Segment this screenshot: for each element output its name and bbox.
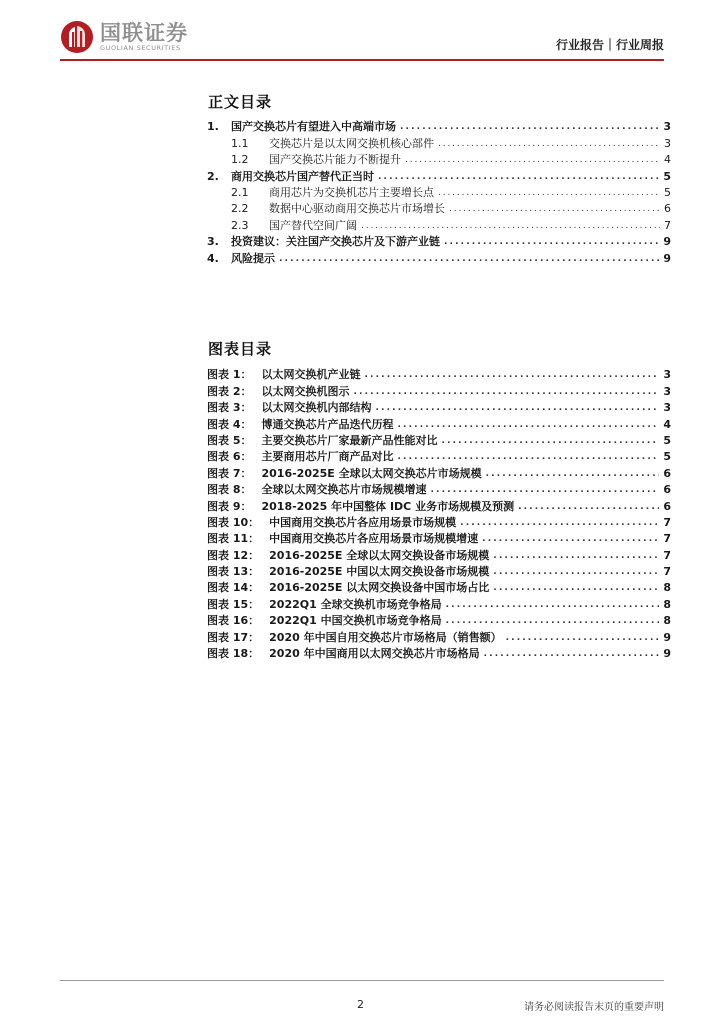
figures-title: 图表目录 <box>208 340 273 358</box>
figure-entry[interactable] <box>207 448 671 464</box>
toc-entry[interactable] <box>207 167 671 183</box>
contents-title: 正文目录 <box>208 93 273 111</box>
figure-entry[interactable] <box>207 464 671 480</box>
figure-entry[interactable] <box>207 546 671 562</box>
figure-entry[interactable] <box>207 481 671 497</box>
entry-page: 8 <box>663 597 671 611</box>
dot-leader <box>446 614 660 626</box>
dot-leader <box>397 450 659 462</box>
company-name-cn: 国联证券 <box>100 20 188 45</box>
dot-leader <box>361 219 660 231</box>
dot-leader <box>449 202 660 214</box>
toc-entry[interactable] <box>207 151 671 167</box>
entry-label: 数据中心驱动商用交换芯片市场增长 <box>269 202 445 216</box>
entry-page: 7 <box>663 515 671 529</box>
entry-label: 2022Q1 中国交换机市场竞争格局 <box>269 614 442 628</box>
entry-page: 6 <box>663 499 671 513</box>
dot-leader <box>506 631 660 643</box>
entry-number: 1.1 <box>231 136 249 150</box>
entry-number: 图表 10： <box>207 515 260 529</box>
figure-entry[interactable] <box>207 563 671 579</box>
toc-entry[interactable] <box>207 184 671 200</box>
dot-leader <box>484 647 660 659</box>
entry-page: 5 <box>663 169 671 183</box>
page-header <box>0 0 724 64</box>
toc-entry[interactable] <box>207 200 671 216</box>
figure-entry[interactable] <box>207 382 671 398</box>
entry-number: 图表 1： <box>207 368 252 382</box>
entry-label: 2016-2025E 中国以太网交换设备市场规模 <box>269 565 490 579</box>
entry-page: 6 <box>664 202 671 216</box>
entry-number: 图表 8： <box>207 483 252 497</box>
entry-number: 2. <box>207 169 219 183</box>
dot-leader <box>441 434 659 446</box>
list-of-figures <box>207 366 671 661</box>
entry-page: 5 <box>663 450 671 464</box>
figure-entry[interactable] <box>207 432 671 448</box>
dot-leader <box>438 186 660 198</box>
entry-page: 3 <box>664 136 671 150</box>
entry-number: 2.1 <box>231 185 249 199</box>
entry-page: 7 <box>663 548 671 562</box>
figure-entry[interactable] <box>207 497 671 513</box>
entry-number: 图表 17： <box>207 630 260 644</box>
dot-leader <box>378 170 659 182</box>
dot-leader <box>493 549 659 561</box>
dot-leader <box>397 418 659 430</box>
entry-page: 4 <box>664 153 671 167</box>
toc-entry[interactable] <box>207 249 671 265</box>
toc-entry[interactable] <box>207 233 671 249</box>
entry-label: 以太网交换机图示 <box>261 384 350 398</box>
entry-number: 图表 18： <box>207 647 260 661</box>
entry-page: 8 <box>663 614 671 628</box>
dot-leader <box>493 565 659 577</box>
entry-page: 9 <box>663 251 671 265</box>
company-name-en: GUOLIAN SECURITIES <box>100 43 181 52</box>
entry-number: 图表 11： <box>207 532 260 546</box>
entry-number: 1.2 <box>231 153 249 167</box>
entry-number: 2.3 <box>231 218 249 232</box>
entry-label: 2020 年中国自用交换芯片市场格局（销售额） <box>269 630 502 644</box>
entry-label: 以太网交换机产业链 <box>261 368 361 382</box>
entry-page: 6 <box>663 483 671 497</box>
figure-entry[interactable] <box>207 366 671 382</box>
entry-page: 7 <box>664 218 671 232</box>
entry-number: 图表 4： <box>207 417 252 431</box>
entry-page: 7 <box>663 565 671 579</box>
entry-number: 图表 14： <box>207 581 260 595</box>
dot-leader <box>400 120 659 132</box>
entry-number: 图表 9： <box>207 499 252 513</box>
entry-label: 2016-2025E 以太网交换设备中国市场占比 <box>269 581 490 595</box>
figure-entry[interactable] <box>207 628 671 644</box>
figure-entry[interactable] <box>207 579 671 595</box>
entry-number: 图表 6： <box>207 450 252 464</box>
figure-entry[interactable] <box>207 612 671 628</box>
entry-label: 中国商用交换芯片各应用场景市场规模 <box>269 515 457 529</box>
entry-label: 商用交换芯片国产替代正当时 <box>231 169 374 183</box>
entry-label: 中国商用交换芯片各应用场景市场规模增速 <box>269 532 479 546</box>
figure-entry[interactable] <box>207 595 671 611</box>
dot-leader <box>482 532 659 544</box>
entry-page: 5 <box>664 185 671 199</box>
entry-page: 9 <box>663 235 671 249</box>
entry-label: 全球以太网交换芯片市场规模增速 <box>261 483 427 497</box>
figure-entry[interactable] <box>207 530 671 546</box>
dot-leader <box>375 401 659 413</box>
entry-label: 商用芯片为交换机芯片主要增长点 <box>269 185 434 199</box>
table-of-contents <box>207 118 671 266</box>
header-divider <box>60 59 664 61</box>
dot-leader <box>353 385 659 397</box>
entry-label: 交换芯片是以太网交换机核心部件 <box>269 136 434 150</box>
page-number: 2 <box>357 998 364 1011</box>
entry-page: 3 <box>663 401 671 415</box>
entry-page: 3 <box>663 384 671 398</box>
dot-leader <box>486 467 660 479</box>
guolian-logo-icon <box>60 20 94 54</box>
entry-page: 7 <box>663 532 671 546</box>
entry-label: 投资建议：关注国产交换芯片及下游产业链 <box>231 235 440 249</box>
figure-entry[interactable] <box>207 415 671 431</box>
entry-label: 国产替代空间广阔 <box>269 218 357 232</box>
entry-label: 2022Q1 全球交换机市场竞争格局 <box>269 597 442 611</box>
entry-number: 图表 5： <box>207 433 252 447</box>
report-type: 行业报告｜行业周报 <box>555 38 664 52</box>
entry-label: 国产交换芯片能力不断提升 <box>269 153 401 167</box>
footer-divider <box>60 980 664 981</box>
entry-number: 3. <box>207 235 219 249</box>
dot-leader <box>518 500 659 512</box>
entry-label: 国产交换芯片有望进入中高端市场 <box>231 120 396 134</box>
disclaimer-note: 请务必阅读报告末页的重要声明 <box>524 1002 664 1013</box>
entry-label: 以太网交换机内部结构 <box>261 401 372 415</box>
entry-label: 博通交换芯片产品迭代历程 <box>261 417 394 431</box>
entry-number: 图表 15： <box>207 597 260 611</box>
entry-page: 9 <box>663 647 671 661</box>
entry-label: 2018-2025 年中国整体 IDC 业务市场规模及预测 <box>261 499 515 513</box>
dot-leader <box>430 483 659 495</box>
entry-number: 图表 12： <box>207 548 260 562</box>
entry-page: 9 <box>663 630 671 644</box>
entry-label: 主要商用芯片厂商产品对比 <box>261 450 394 464</box>
figure-entry[interactable] <box>207 645 671 661</box>
toc-entry[interactable] <box>207 216 671 232</box>
company-logo <box>60 20 188 54</box>
dot-leader <box>444 235 659 247</box>
dot-leader <box>446 598 660 610</box>
entry-number: 图表 16： <box>207 614 260 628</box>
entry-label: 2020 年中国商用以太网交换芯片市场格局 <box>269 647 480 661</box>
dot-leader <box>438 137 660 149</box>
entry-page: 3 <box>663 120 671 134</box>
entry-number: 图表 7： <box>207 466 252 480</box>
entry-number: 1. <box>207 120 219 134</box>
entry-page: 8 <box>663 581 671 595</box>
entry-number: 2.2 <box>231 202 249 216</box>
dot-leader <box>364 368 659 380</box>
figure-entry[interactable] <box>207 399 671 415</box>
entry-label: 2016-2025E 全球以太网交换设备市场规模 <box>269 548 490 562</box>
entry-number: 图表 3： <box>207 401 252 415</box>
toc-entry[interactable] <box>207 134 671 150</box>
dot-leader <box>493 581 659 593</box>
entry-label: 风险提示 <box>231 251 275 265</box>
entry-number: 4. <box>207 251 219 265</box>
entry-page: 5 <box>663 433 671 447</box>
figure-entry[interactable] <box>207 514 671 530</box>
toc-entry[interactable] <box>207 118 671 134</box>
entry-page: 4 <box>663 417 671 431</box>
entry-number: 图表 2： <box>207 384 252 398</box>
entry-page: 3 <box>663 368 671 382</box>
entry-number: 图表 13： <box>207 565 260 579</box>
entry-label: 2016-2025E 全球以太网交换芯片市场规模 <box>261 466 482 480</box>
dot-leader <box>279 252 659 264</box>
dot-leader <box>405 153 660 165</box>
dot-leader <box>460 516 659 528</box>
entry-page: 6 <box>663 466 671 480</box>
entry-label: 主要交换芯片厂家最新产品性能对比 <box>261 433 438 447</box>
